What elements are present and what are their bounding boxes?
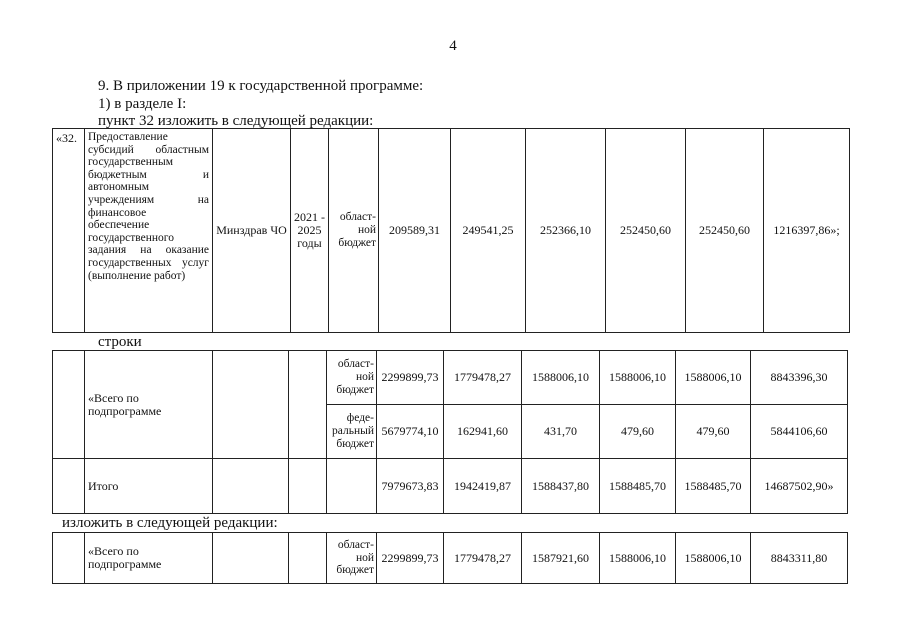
value-cell: 479,60: [676, 405, 751, 459]
intro-line-3: пункт 32 изложить в следующей редакции:: [98, 113, 374, 129]
funding-source: област-ной бюджет: [327, 533, 377, 584]
value-cell: 7979673,83: [377, 459, 444, 514]
value-cell: 1588437,80: [522, 459, 600, 514]
value-cell: 1779478,27: [444, 533, 522, 584]
value-cell: 1588006,10: [676, 533, 751, 584]
table-current-totals: [52, 350, 848, 514]
value-cell-total: 14687502,90»: [751, 459, 848, 514]
item-description: Предоставление субсидий областным государственным бюджетным и автономным учреждениям на финансовое обеспечение государственного задания на оказание государственных услуг (выполнение работ): [85, 129, 213, 333]
value-cell: 252450,60: [606, 129, 686, 333]
label-rows: строки: [98, 334, 142, 350]
funding-source: област-ной бюджет: [327, 351, 377, 405]
value-cell: 479,60: [600, 405, 676, 459]
table-item-32: [52, 128, 850, 333]
value-cell: 2299899,73: [377, 533, 444, 584]
value-cell: 252450,60: [686, 129, 764, 333]
row-label-total-subprogram: «Всего по подпрограмме: [85, 533, 213, 584]
value-cell: 1588006,10: [600, 533, 676, 584]
table-row: [53, 351, 848, 405]
intro-line-2: 1) в разделе I:: [98, 96, 187, 112]
value-cell: 1779478,27: [444, 351, 522, 405]
table-new-totals: [52, 532, 848, 584]
value-cell: 1588006,10: [676, 351, 751, 405]
table-row: [53, 459, 848, 514]
value-cell: 1587921,60: [522, 533, 600, 584]
row-label-itogo: Итого: [85, 459, 213, 514]
value-cell: 2299899,73: [377, 351, 444, 405]
table-row: [53, 533, 848, 584]
row-label-total-subprogram: «Всего по подпрограмме: [85, 351, 213, 459]
value-cell: 209589,31: [379, 129, 451, 333]
value-cell: 1588485,70: [600, 459, 676, 514]
funding-source: феде-ральный бюджет: [327, 405, 377, 459]
value-cell: 162941,60: [444, 405, 522, 459]
value-cell-total: 1216397,86»;: [764, 129, 850, 333]
value-cell: 1588485,70: [676, 459, 751, 514]
value-cell: 431,70: [522, 405, 600, 459]
value-cell: 5679774,10: [377, 405, 444, 459]
value-cell: 249541,25: [451, 129, 526, 333]
value-cell: 1588006,10: [600, 351, 676, 405]
value-cell-total: 8843396,30: [751, 351, 848, 405]
table-row: [53, 129, 850, 333]
item-executor: Минздрав ЧО: [213, 129, 291, 333]
funding-source: област-ной бюджет: [329, 129, 379, 333]
item-period: 2021 - 2025 годы: [291, 129, 329, 333]
intro-line-1: 9. В приложении 19 к государственной программе:: [98, 78, 424, 94]
value-cell: 1588006,10: [522, 351, 600, 405]
page-number: 4: [449, 38, 457, 54]
value-cell: 252366,10: [526, 129, 606, 333]
label-replace: изложить в следующей редакции:: [62, 515, 278, 531]
value-cell-total: 5844106,60: [751, 405, 848, 459]
value-cell-total: 8843311,80: [751, 533, 848, 584]
item-number: «32.: [53, 129, 85, 333]
value-cell: 1942419,87: [444, 459, 522, 514]
